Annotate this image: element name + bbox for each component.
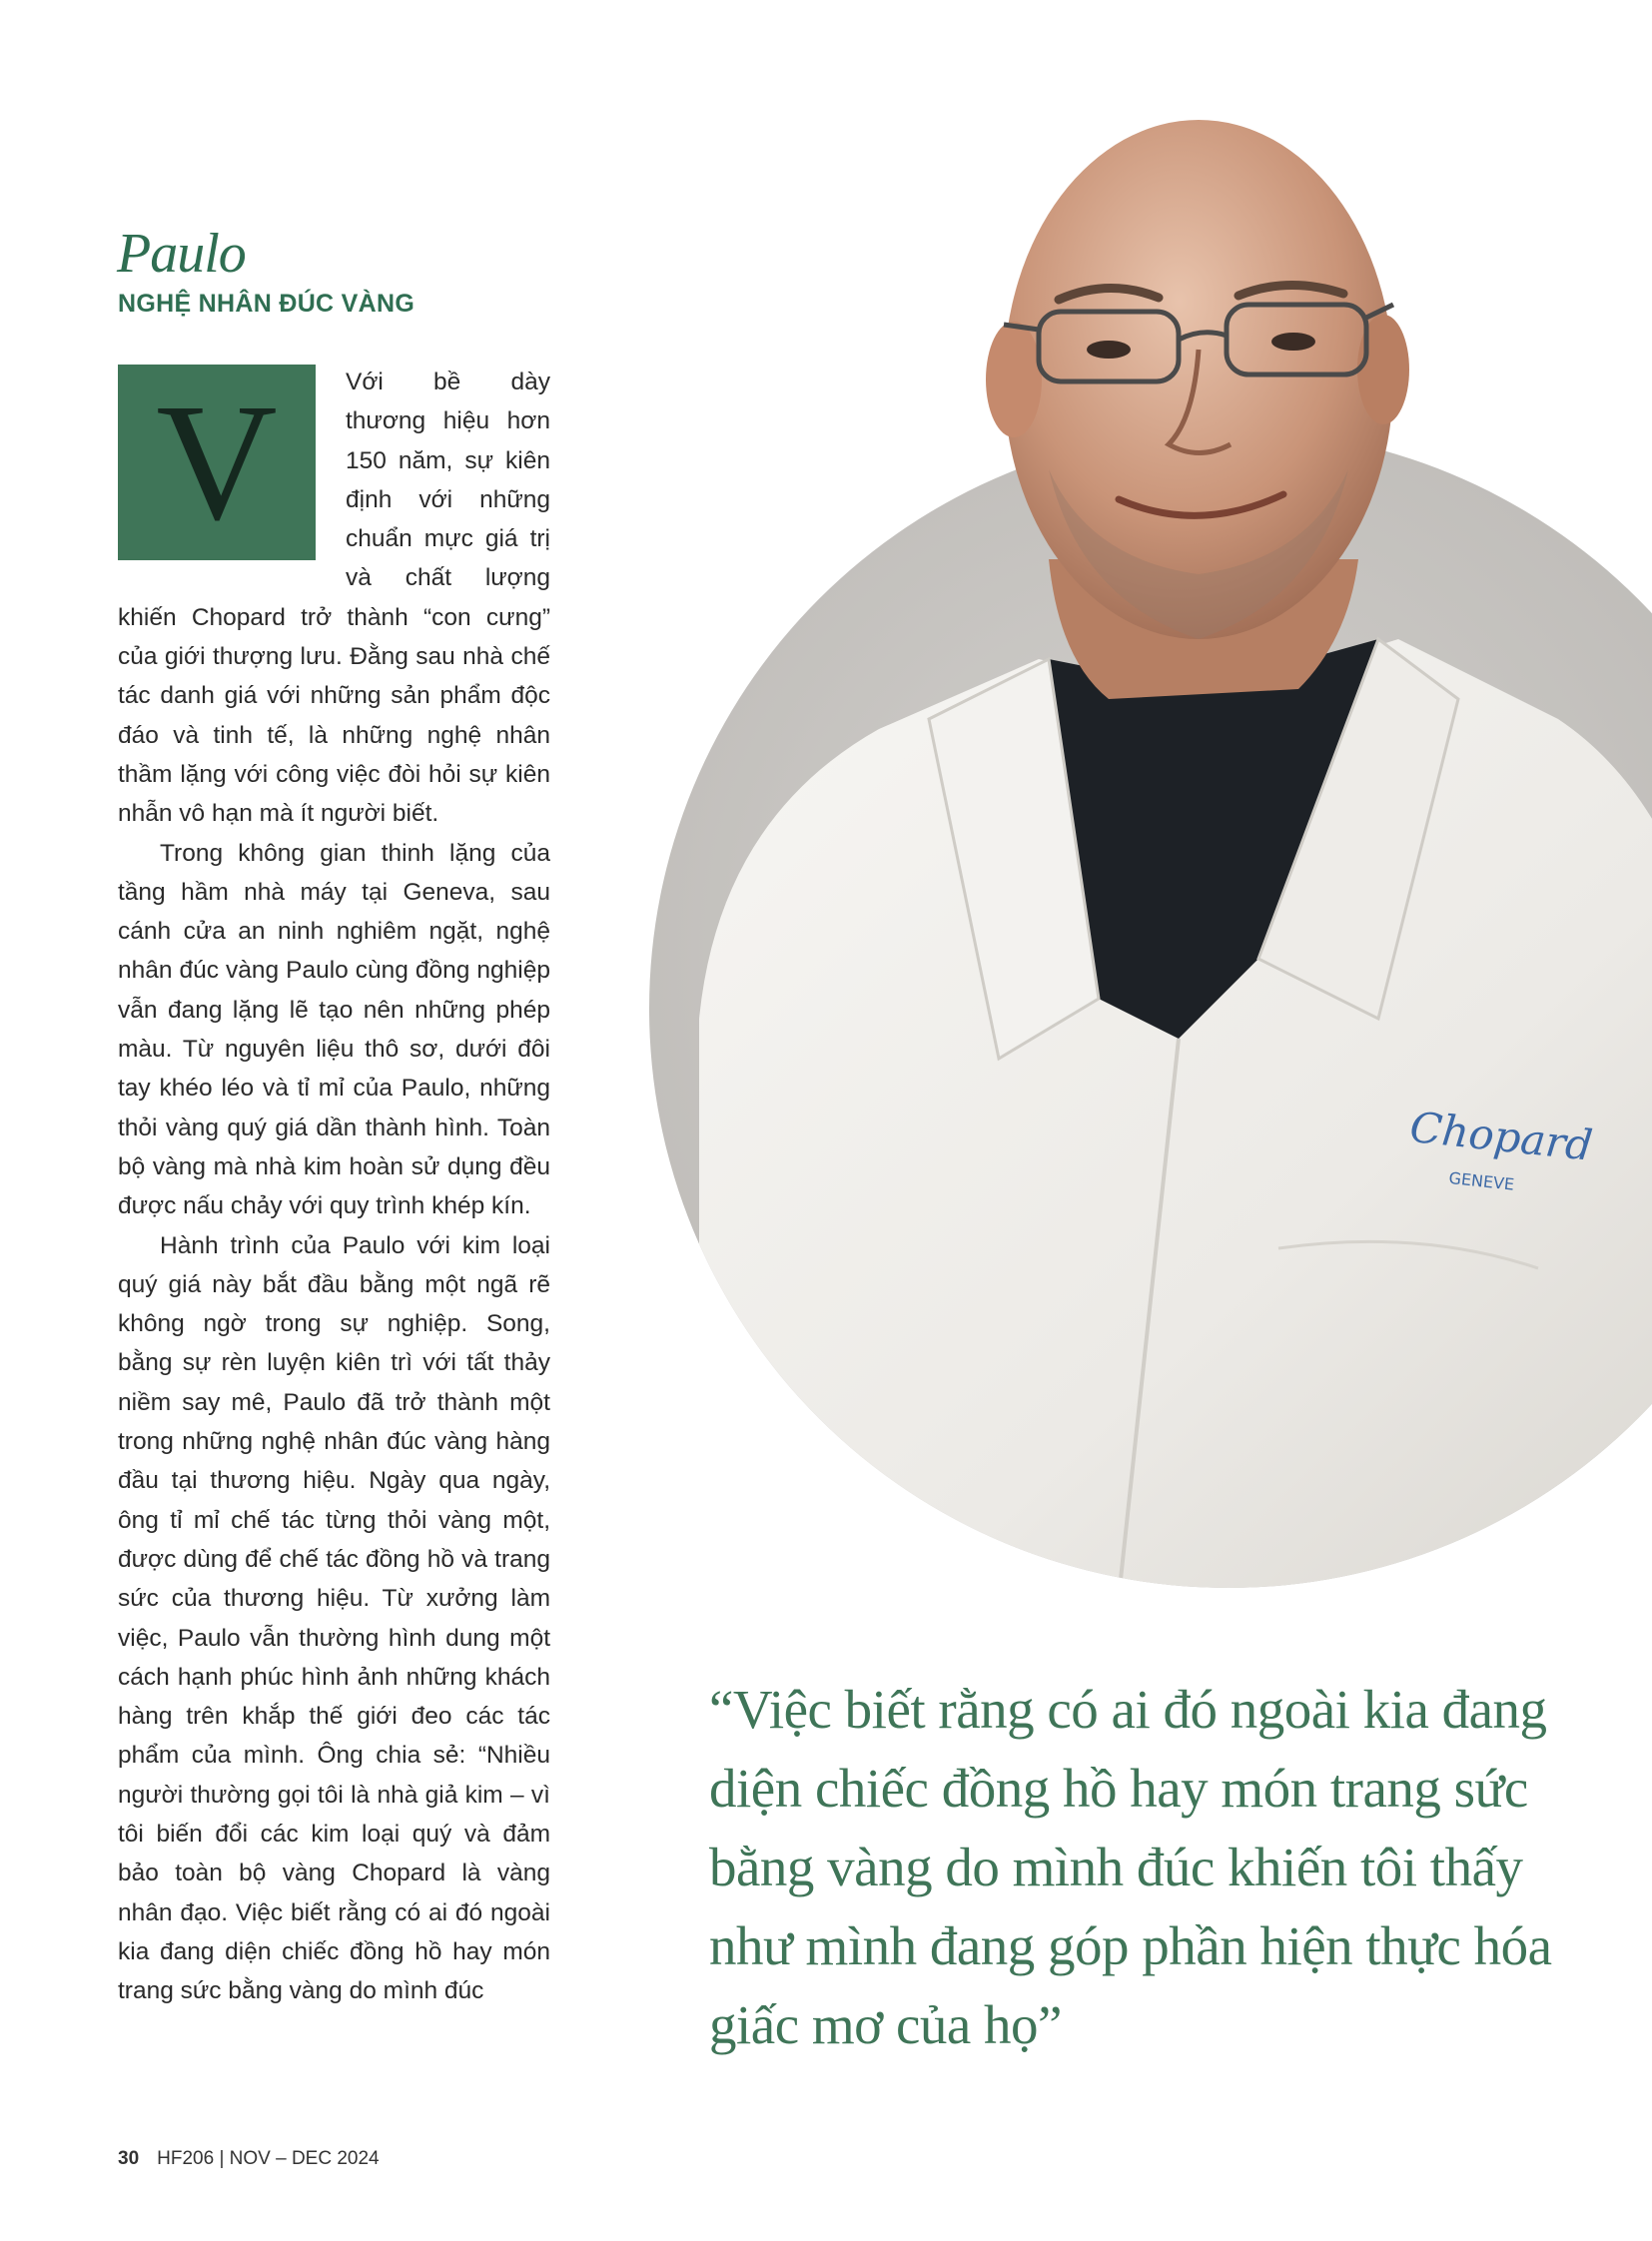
paragraph-1 (118, 363, 550, 834)
issue-info: HF206 | NOV – DEC 2024 (157, 2148, 380, 2169)
paragraph-1-text: Với bề dày thương hiệu hơn 150 năm, sự kiên định với những chuẩn mực giá trị và chất lượng khiến Chopard trở thành “con cưng” của giới thượng lưu. Đằng sau nhà chế tác danh giá với những sản phẩm độc đáo và tinh tế, là những nghệ nhân thầm lặng với công việc đòi hỏi sự kiên nhẫn vô hạn mà ít người biết. (118, 369, 550, 828)
subject-name: Paulo (117, 223, 246, 285)
page-footer (118, 2148, 380, 2170)
paragraph-2: Trong không gian thinh lặng của tầng hầm nhà máy tại Geneva, sau cánh cửa an ninh nghiêm ngặt, nghệ nhân đúc vàng Paulo cùng đồng nghiệp vẫn đang lặng lẽ tạo nên những phép màu. Từ nguyên liệu thô sơ, dưới đôi tay khéo léo và tỉ mỉ của Paulo, những thỏi vàng quý giá dần thành hình. Toàn bộ vàng mà nhà kim hoàn sử dụng đều được nấu chảy với quy trình khép kín. (118, 839, 550, 1220)
pull-quote: “Việc biết rằng có ai đó ngoài kia đang diện chiếc đồng hồ hay món trang sức bằng vàng do mình đúc khiến tôi thấy như mình đang góp phần hiện thực hóa giấc mơ của họ” (709, 1679, 1552, 2055)
article-body (118, 363, 550, 2010)
subject-role: NGHỆ NHÂN ĐÚC VÀNG (118, 290, 415, 318)
page-number: 30 (118, 2148, 140, 2169)
drop-cap: V (118, 365, 316, 560)
coat-logo-sub: GENEVE (1447, 1167, 1516, 1194)
coat-logo: Chopard (1407, 1102, 1595, 1170)
paragraph-3: Hành trình của Paulo với kim loại quý giá này bắt đầu bằng một ngã rẽ không ngờ trong sự nghiệp. Song, bằng sự rèn luyện kiên trì với tất thảy niềm say mê, Paulo đã trở thành một trong những nghệ nhân đúc vàng hàng đầu tại thương hiệu. Ngày qua ngày, ông tỉ mỉ chế tác từng thỏi vàng một, được dùng để chế tác đồng hồ và trang sức của thương hiệu. Từ xưởng làm việc, Paulo vẫn thường hình dung một cách hạnh phúc hình ảnh những khách hàng trên khắp thế giới đeo các tác phẩm của mình. Ông chia sẻ: “Nhiều người thường gọi tôi là nhà giả kim – vì tôi biến đổi các kim loại quý và đảm bảo toàn bộ vàng Chopard là vàng nhân đạo. Việc biết rằng có ai đó ngoài kia đang diện chiếc đồng hồ hay món trang sức bằng vàng do mình đúc (118, 1231, 550, 2005)
